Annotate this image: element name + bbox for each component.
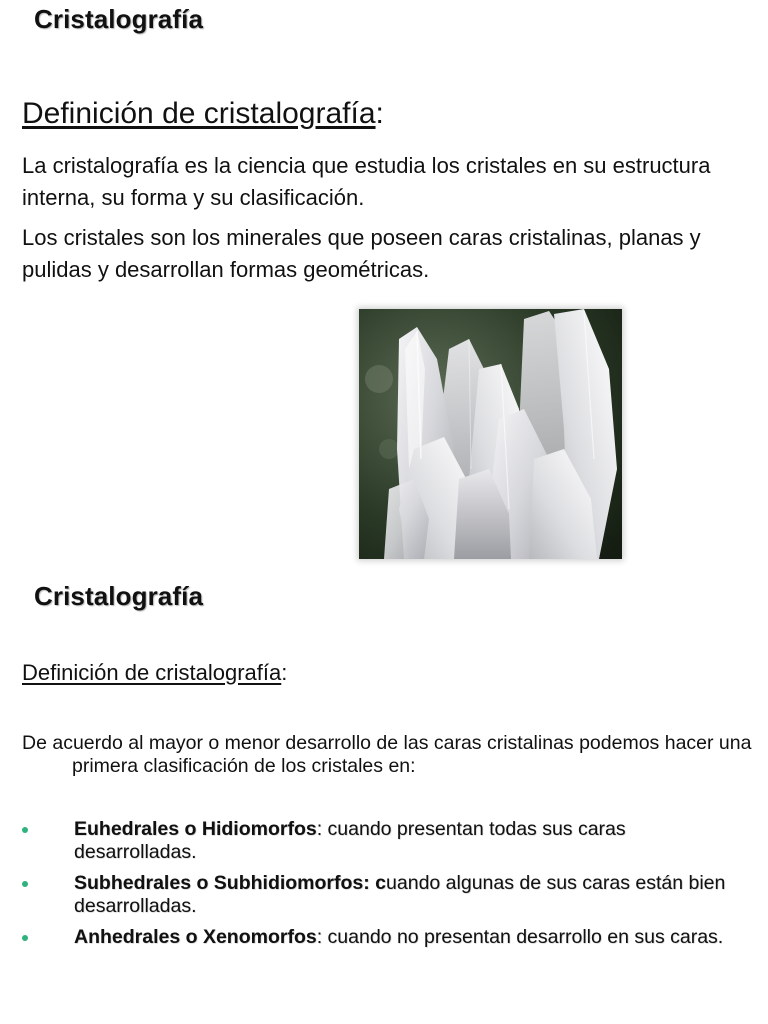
slide-2	[0, 575, 768, 1024]
bullet-dot-icon	[22, 935, 28, 941]
quartz-crystal-photo	[359, 309, 622, 559]
bullet-term: Euhedrales o Hidiomorfos	[74, 818, 317, 840]
classification-intro: De acuerdo al mayor o menor desarrollo de las caras cristalinas podemos hacer una primera clasificación de los cristales en:	[22, 732, 752, 777]
slide-1-heading-text: Definición de cristalografía	[22, 97, 376, 130]
quartz-crystal-image	[359, 309, 622, 559]
slide-2-title: Cristalografía	[34, 581, 204, 611]
crystals-paragraph: Los cristales son los minerales que poseen caras cristalinas, planas y pulidas y desarrollan formas geométricas.	[22, 225, 701, 282]
bullet-description: : cuando presentan todas sus caras desarrolladas.	[74, 818, 626, 863]
bullet-description: uando algunas de sus caras están bien desarrolladas.	[74, 872, 726, 917]
slide-1-body	[22, 150, 747, 294]
slide-2-heading	[22, 658, 287, 688]
slide-1-heading-colon: :	[375, 97, 384, 130]
definition-paragraph: La cristalografía es la ciencia que estudia los cristales en su estructura interna, su forma y su clasificación.	[22, 153, 711, 210]
list-item	[22, 872, 742, 918]
slide-1-title: Cristalografía	[34, 4, 204, 34]
bullet-term: Subhedrales o Subhidiomorfos: c	[74, 872, 387, 894]
slide-1-heading	[22, 95, 384, 133]
crystal-classification-list	[22, 818, 742, 957]
bullet-term: Anhedrales o Xenomorfos	[74, 926, 317, 948]
bullet-dot-icon	[22, 881, 28, 887]
slide-2-heading-text: Definición de cristalografía	[22, 660, 282, 685]
bullet-dot-icon	[22, 827, 28, 833]
bullet-description: : cuando no presentan desarrollo en sus caras.	[316, 926, 724, 948]
slide-2-heading-colon: :	[281, 660, 288, 685]
list-item	[22, 926, 742, 949]
list-item	[22, 818, 742, 864]
